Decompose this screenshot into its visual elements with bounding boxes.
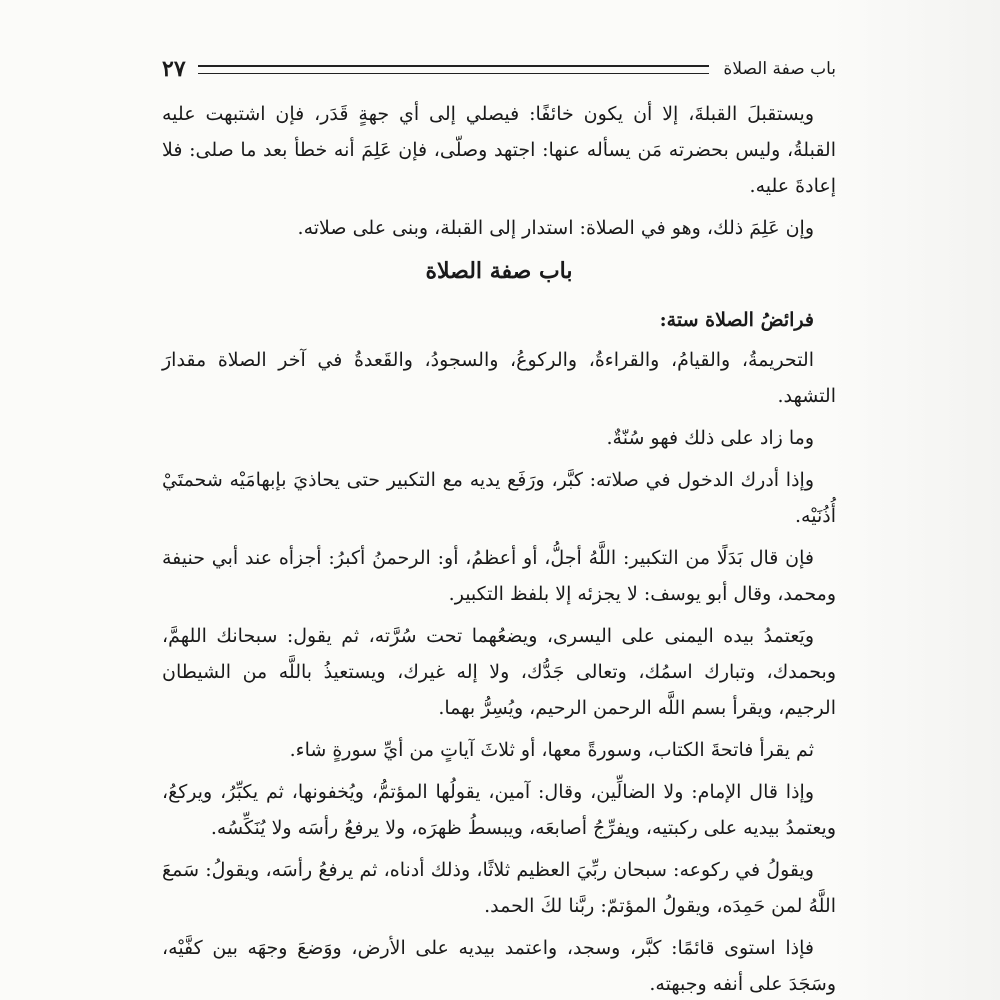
paragraph-takbir: وإذا أدرك الدخول في صلاته: كبَّر، ورَفَع يديه مع التكبير حتى يحاذيَ بإبهامَيْه شحمتَيْ أُذُنَيْه.: [162, 469, 836, 527]
page-number: ٢٧: [162, 56, 186, 82]
header-rule: [198, 65, 710, 74]
section-subheading: فرائضُ الصلاة ستة:: [659, 309, 814, 331]
paragraph-opening-supplication: ويَعتمدُ بيده اليمنى على اليسرى، ويضعُهما تحت سُرَّته، ثم يقول: سبحانك اللهمَّ، وبحمدك، وتبارك اسمُك، وتعالى جَدُّك، ولا إله غيرك، ويستعيذُ باللَّه من الشيطان الرجيم، ويقرأ بسم اللَّه الرحمن الرحيم، ويُسِرُّ بهما.: [162, 625, 836, 719]
paragraph-qibla: ويستقبلَ القبلةَ، إلا أن يكون خائفًا: فيصلي إلى أي جهةٍ قَدَر، فإن اشتبهت عليه القبلةُ، وليس بحضرته مَن يسأله عنها: اجتهد وصلّى، فإن عَلِمَ أنه خطأ بعد ما صلى: فلا إعادةَ عليه.: [162, 103, 836, 197]
paragraph-takbir-alternatives: فإن قال بَدَلًا من التكبير: اللَّهُ أجلُّ، أو أعظمُ، أو: الرحمنُ أكبرُ: أجزأه عند أبي حنيفة ومحمد، وقال أبو يوسف: لا يجزئه إلا بلفظ التكبير.: [162, 547, 836, 605]
paragraph-sunnah: وما زاد على ذلك فهو سُنّةٌ.: [606, 427, 814, 449]
paragraph-sujud: فإذا استوى قائمًا: كبَّر، وسجد، واعتمد بيديه على الأرض، ووَضعَ وجهَه بين كفَّيْه، وسَجَدَ على أنفه وجبهته.: [162, 937, 836, 995]
paragraph-amin-and-ruku: وإذا قال الإمام: ولا الضالِّين، وقال: آمين، يقولُها المؤتمُّ، ويُخفونها، ثم يكبِّرُ، ويركعُ، ويعتمدُ بيديه على ركبتيه، ويفرِّجُ أصابعَه، ويبسطُ ظهرَه، ولا يرفعُ رأسَه ولا يُنَكِّسُه.: [162, 781, 836, 839]
paragraph-ruku-tasbih: ويقولُ في ركوعه: سبحان ربِّيَ العظيم ثلاثًا، وذلك أدناه، ثم يرفعُ رأسَه، ويقولُ: سَمعَ اللَّهُ لمن حَمِدَه، ويقولُ المؤتمّ: ربَّنا لكَ الحمد.: [162, 859, 836, 917]
page-edge-shading: [832, 0, 1000, 1000]
running-header: [162, 48, 836, 90]
text-block: [162, 48, 836, 1000]
chapter-heading: باب صفة الصلاة: [425, 258, 573, 284]
running-title: باب صفة الصلاة: [723, 59, 836, 79]
paragraph-obligations: التحريمةُ، والقيامُ، والقراءةُ، والركوعُ، والسجودُ، والقَعدةُ في آخر الصلاة مقدارَ التشهد.: [162, 349, 836, 407]
paragraph-qibla-during-prayer: وإن عَلِمَ ذلك، وهو في الصلاة: استدار إلى القبلة، وبنى على صلاته.: [297, 217, 814, 239]
paragraph-recitation: ثم يقرأ فاتحةَ الكتاب، وسورةً معها، أو ثلاثَ آياتٍ من أيِّ سورةٍ شاء.: [289, 739, 814, 761]
